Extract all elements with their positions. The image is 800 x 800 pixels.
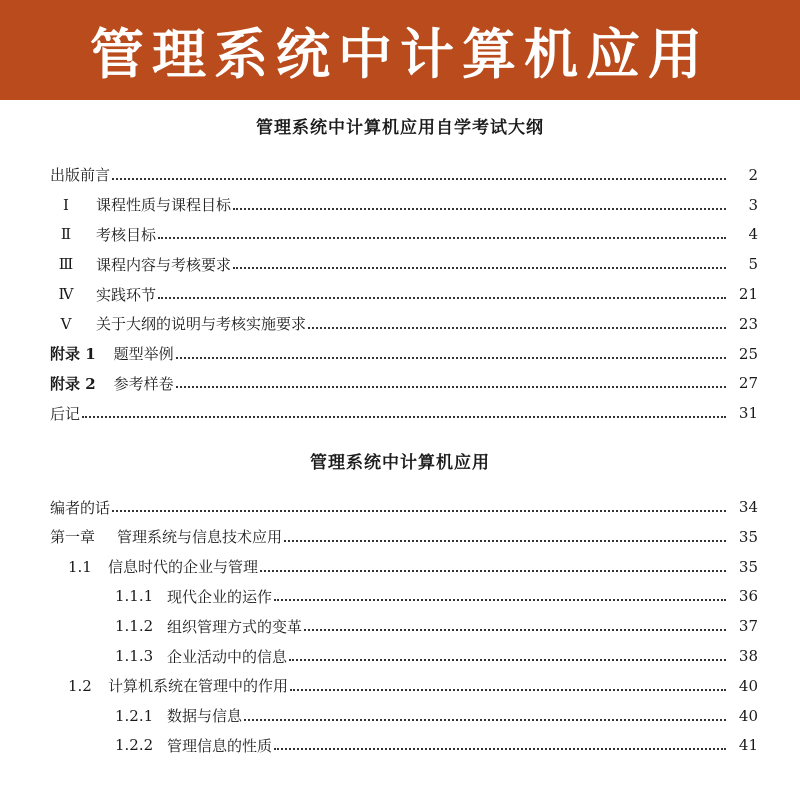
dot-leader bbox=[82, 416, 726, 418]
toc-entry-label: 题型举例 bbox=[113, 345, 174, 364]
toc-entry-section-1-1 bbox=[0, 552, 800, 582]
toc-entry-part-4 bbox=[0, 279, 800, 309]
toc-entry-label: 管理信息的性质 bbox=[167, 736, 273, 755]
dot-leader bbox=[289, 659, 726, 661]
dot-leader bbox=[158, 237, 726, 239]
toc-entry-page: 35 bbox=[738, 527, 758, 546]
toc-entry-part-3 bbox=[0, 249, 800, 279]
toc-entry-page: 2 bbox=[748, 165, 758, 184]
textbook-toc bbox=[0, 492, 800, 760]
toc-entry-page: 27 bbox=[738, 374, 758, 393]
toc-entry-label: 编者的话 bbox=[50, 498, 111, 517]
toc-entry-label: 现代企业的运作 bbox=[167, 587, 273, 606]
dot-leader bbox=[274, 748, 726, 750]
toc-entry-part-5 bbox=[0, 309, 800, 339]
toc-entry-section-1-2 bbox=[0, 671, 800, 701]
toc-entry-number: 附录 1 bbox=[50, 345, 96, 364]
toc-entry-label: 组织管理方式的变革 bbox=[167, 617, 303, 636]
toc-entry-page: 35 bbox=[738, 557, 758, 576]
toc-entry-page: 38 bbox=[738, 647, 758, 666]
toc-entry-number: 1.1.1 bbox=[115, 587, 154, 606]
toc-entry-section-1-1-2 bbox=[0, 611, 800, 641]
toc-entry-label: 企业活动中的信息 bbox=[167, 647, 288, 666]
toc-entry-page: 25 bbox=[738, 344, 758, 363]
toc-entry-label: 关于大纲的说明与考核实施要求 bbox=[96, 315, 307, 334]
toc-entry-number: Ⅱ bbox=[60, 225, 72, 244]
toc-entry-appendix-2 bbox=[0, 369, 800, 399]
dot-leader bbox=[158, 297, 726, 299]
toc-entry-label: 课程内容与考核要求 bbox=[96, 255, 232, 274]
toc-entry-number: 第一章 bbox=[50, 528, 96, 547]
toc-entry-label: 考核目标 bbox=[96, 225, 157, 244]
toc-entry-page: 36 bbox=[738, 587, 758, 606]
toc-entry-page: 4 bbox=[748, 225, 758, 244]
dot-leader bbox=[274, 599, 726, 601]
toc-entry-number: 附录 2 bbox=[50, 374, 96, 393]
toc-entry-appendix-1 bbox=[0, 339, 800, 369]
toc-entry-label: 数据与信息 bbox=[167, 707, 243, 726]
toc-entry-page: 23 bbox=[738, 314, 758, 333]
toc-entry-section-1-1-1 bbox=[0, 582, 800, 612]
toc-entry-number: 1.2.1 bbox=[115, 706, 154, 725]
dot-leader bbox=[112, 178, 726, 180]
toc-entry-page: 34 bbox=[738, 498, 758, 517]
toc-entry-page: 40 bbox=[738, 676, 758, 695]
toc-entry-label: 出版前言 bbox=[50, 166, 111, 185]
toc-entry-label: 管理系统与信息技术应用 bbox=[117, 528, 283, 547]
toc-entry-number: 1.2.2 bbox=[115, 736, 154, 755]
toc-entry-page: 21 bbox=[738, 285, 758, 304]
toc-entry-label: 计算机系统在管理中的作用 bbox=[108, 677, 289, 696]
toc-entry-preface bbox=[0, 160, 800, 190]
toc-entry-page: 37 bbox=[738, 617, 758, 636]
toc-entry-number: 1.1.2 bbox=[115, 617, 154, 636]
dot-leader bbox=[176, 386, 726, 388]
toc-entry-page: 31 bbox=[738, 404, 758, 423]
title-banner bbox=[0, 0, 800, 100]
toc-entry-label: 信息时代的企业与管理 bbox=[108, 558, 259, 577]
dot-leader bbox=[308, 327, 726, 329]
toc-entry-label: 后记 bbox=[50, 404, 81, 423]
syllabus-toc bbox=[0, 160, 800, 428]
dot-leader bbox=[260, 570, 726, 572]
toc-entry-number: Ⅳ bbox=[58, 285, 74, 304]
toc-entry-postscript bbox=[0, 398, 800, 428]
dot-leader bbox=[176, 357, 726, 359]
dot-leader bbox=[244, 719, 726, 721]
toc-entry-page: 5 bbox=[748, 255, 758, 274]
toc-entry-section-1-1-3 bbox=[0, 641, 800, 671]
toc-entry-number: Ⅰ bbox=[63, 195, 69, 214]
dot-leader bbox=[304, 629, 726, 631]
syllabus-title: 管理系统中计算机应用自学考试大纲 bbox=[256, 118, 544, 138]
toc-entry-page: 41 bbox=[738, 736, 758, 755]
toc-entry-part-1 bbox=[0, 190, 800, 220]
toc-entry-number: 1.1 bbox=[68, 557, 92, 576]
toc-entry-label: 参考样卷 bbox=[113, 374, 174, 393]
toc-entry-section-1-2-1 bbox=[0, 701, 800, 731]
toc-entry-chapter-1 bbox=[0, 522, 800, 552]
toc-entry-section-1-2-2 bbox=[0, 731, 800, 761]
toc-entry-part-2 bbox=[0, 220, 800, 250]
toc-entry-number: Ⅲ bbox=[58, 255, 74, 274]
banner-title: 管理系统中计算机应用 bbox=[90, 22, 710, 86]
textbook-title: 管理系统中计算机应用 bbox=[310, 453, 490, 474]
dot-leader bbox=[233, 208, 726, 210]
toc-entry-label: 课程性质与课程目标 bbox=[96, 196, 232, 215]
dot-leader bbox=[112, 510, 726, 512]
toc-entry-page: 40 bbox=[738, 706, 758, 725]
toc-entry-label: 实践环节 bbox=[96, 285, 157, 304]
dot-leader bbox=[284, 540, 726, 542]
dot-leader bbox=[233, 267, 726, 269]
toc-entry-number: 1.2 bbox=[68, 676, 92, 695]
toc-entry-page: 3 bbox=[748, 195, 758, 214]
toc-entry-number: 1.1.3 bbox=[115, 647, 154, 666]
toc-entry-number: Ⅴ bbox=[60, 314, 72, 333]
toc-entry-editors-note bbox=[0, 492, 800, 522]
dot-leader bbox=[290, 689, 726, 691]
